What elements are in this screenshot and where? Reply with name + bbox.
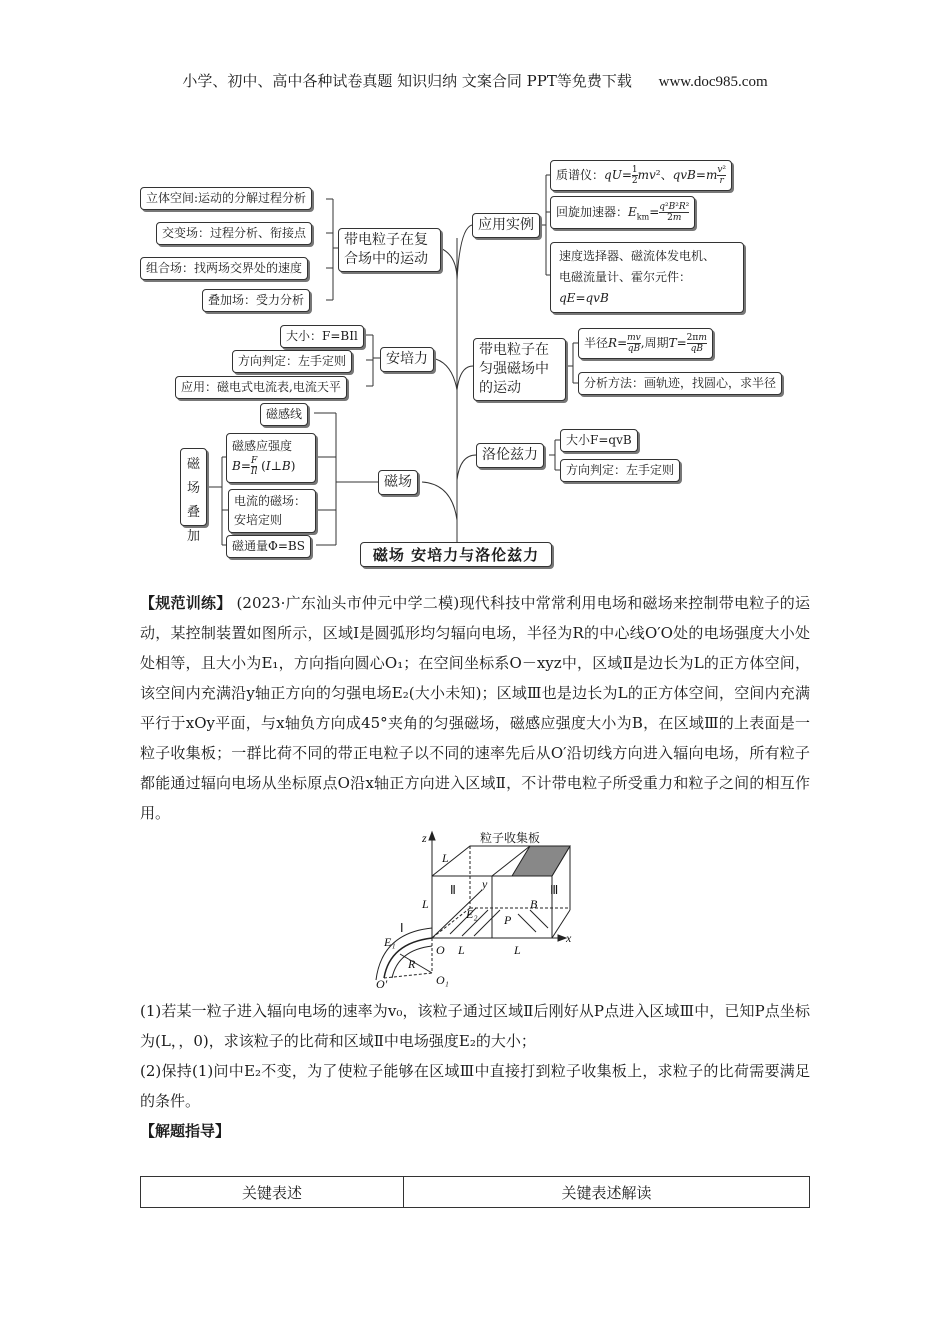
- other-apps-line3: qE=qvB: [559, 291, 609, 305]
- fig-plate-label: 粒子收集板: [480, 831, 541, 845]
- other-apps-line1: 速度选择器、磁流体发电机、: [559, 249, 716, 263]
- question-2: (2)保持(1)问中E₂不变，为了使粒子能够在区域Ⅲ中直接打到粒子收集板上，求粒子的比荷需要满足的条件。: [140, 1062, 810, 1110]
- lorentz-node: 洛伦兹力: [476, 443, 544, 468]
- composite-item-superposed: 叠加场：受力分析: [202, 289, 310, 312]
- apparatus-figure: [370, 828, 580, 988]
- key-statements-table: [140, 1176, 810, 1208]
- fig-O: O: [436, 943, 445, 957]
- ampere-direction: 方向判定：左手定则: [232, 350, 352, 373]
- composite-item-space: 立体空间:运动的分解过程分析: [140, 187, 312, 210]
- current-field-line1: 电流的磁场：: [234, 494, 307, 508]
- other-applications: [550, 242, 744, 313]
- field-intensity-title: 磁感应强度: [232, 439, 293, 453]
- field-lines: 磁感线: [260, 403, 308, 426]
- mindmap-connectors: [0, 0, 950, 600]
- fig-P: P: [504, 913, 512, 927]
- fig-O1: O₁: [436, 973, 449, 987]
- exercise-tag: 【规范训练】: [140, 594, 232, 612]
- fig-O-prime: O′: [376, 977, 388, 988]
- current-field: [228, 489, 316, 533]
- fig-L-bottom2: L: [514, 943, 521, 957]
- question-1: (1)若某一粒子进入辐向电场的速率为v₀，该粒子通过区域Ⅱ后刚好从P点进入区域Ⅲ中，已知P点坐标为(L，，0)，求该粒子的比荷和区域Ⅱ中电场强度E₂的大小；: [140, 1002, 810, 1050]
- uniform-radius-period: 半径R= $\frac{mv}{qB}$ ,周期T= $\frac{2\pi m}{qB}$: [578, 328, 713, 359]
- field-node: 磁场: [378, 470, 418, 495]
- field-overlay: 磁场叠加: [180, 448, 207, 526]
- ampere-size: 大小：F=BIl: [280, 325, 364, 348]
- composite-item-combined: 组合场：找两场交界处的速度: [140, 257, 308, 280]
- fig-x: x: [566, 931, 572, 945]
- fig-L-top: L: [442, 851, 449, 865]
- exercise-source: (2023·广东汕头市仲元中学二模): [236, 594, 460, 612]
- ampere-node: 安培力: [380, 347, 434, 372]
- table-header-interpretation: 关键表述解读: [404, 1177, 810, 1208]
- ampere-application: 应用：磁电式电流表,电流天平: [175, 376, 347, 399]
- fig-region-3: Ⅲ: [550, 883, 559, 897]
- lorentz-direction: 方向判定：左手定则: [560, 459, 680, 482]
- fig-E1: E₁: [384, 935, 396, 949]
- field-intensity: 磁感应强度 B= $\frac{F}{Il}$ (I⊥B): [226, 433, 316, 483]
- fig-y: y: [482, 877, 488, 891]
- application-node: 应用实例: [472, 213, 540, 238]
- field-flux: 磁通量Φ=BS: [226, 535, 311, 558]
- lorentz-size: 大小F=qvB: [560, 429, 638, 452]
- uniform-method: 分析方法：画轨迹，找圆心，求半径: [578, 372, 782, 395]
- fig-region-2: Ⅱ: [450, 883, 456, 897]
- header-site[interactable]: www.doc985.com: [658, 74, 768, 90]
- fig-L-left: L: [422, 897, 429, 911]
- fig-E2: E₂: [466, 907, 478, 921]
- uniform-field-node: 带电粒子在匀强磁场中的运动: [473, 338, 566, 401]
- fig-L-bottom1: L: [458, 943, 465, 957]
- composite-node: 带电粒子在复合场中的运动: [338, 228, 441, 272]
- fig-region-1: Ⅰ: [400, 921, 404, 935]
- other-apps-line2: 电磁流量计、霍尔元件：: [559, 270, 692, 284]
- mindmap-title: 磁场 安培力与洛伦兹力: [360, 542, 552, 567]
- current-field-line2: 安培定则: [234, 513, 283, 527]
- cyclotron: 回旋加速器：$E_{km}=$ $\frac{\text{q²B²R²}}{2m}$: [550, 196, 695, 229]
- composite-item-alternating: 交变场：过程分析、衔接点: [156, 222, 312, 245]
- table-row: [141, 1177, 810, 1208]
- exercise-text: 现代科技中常常利用电场和磁场来控制带电粒子的运动，某控制装置如图所示，区域Ⅰ是圆弧形均匀辐向电场，半径为R的中心线O′O处的电场强度大小处处相等，且大小为E₁，方向指向圆心O₁；在空间坐标系O－xyz中，区域Ⅱ是边长为L的正方体空间，该空间内充满沿y轴正方向的匀强电场E₂(大小未知)；区域Ⅲ也是边长为L的正方体空间，空间内充满平行于xOy平面，与x轴负方向成45°夹角的匀强磁场，磁感应强度大小为B，在区域Ⅲ的上表面是一粒子收集板；一群比荷不同的带正电粒子以不同的速率先后从O′沿切线方向进入辐向电场，所有粒子都能通过辐向电场从坐标原点O沿x轴正方向进入区域Ⅱ，不计带电粒子所受重力和粒子之间的相互作用。: [140, 594, 810, 822]
- fig-z: z: [422, 831, 427, 845]
- guide-heading: 【解题指导】: [140, 1122, 231, 1140]
- header-text: 小学、初中、高中各种试卷真题 知识归纳 文案合同 PPT等免费下载: [182, 72, 632, 90]
- mass-spectrometer: 质谱仪：qU= $\frac{1}{2}$ mv²、qvB=m $\frac{\text{v²}}{r}$: [550, 160, 732, 191]
- fig-B: B: [530, 897, 538, 911]
- table-header-statement: 关键表述: [141, 1177, 404, 1208]
- exercise-paragraph: [140, 588, 810, 828]
- fig-R: R: [408, 957, 416, 971]
